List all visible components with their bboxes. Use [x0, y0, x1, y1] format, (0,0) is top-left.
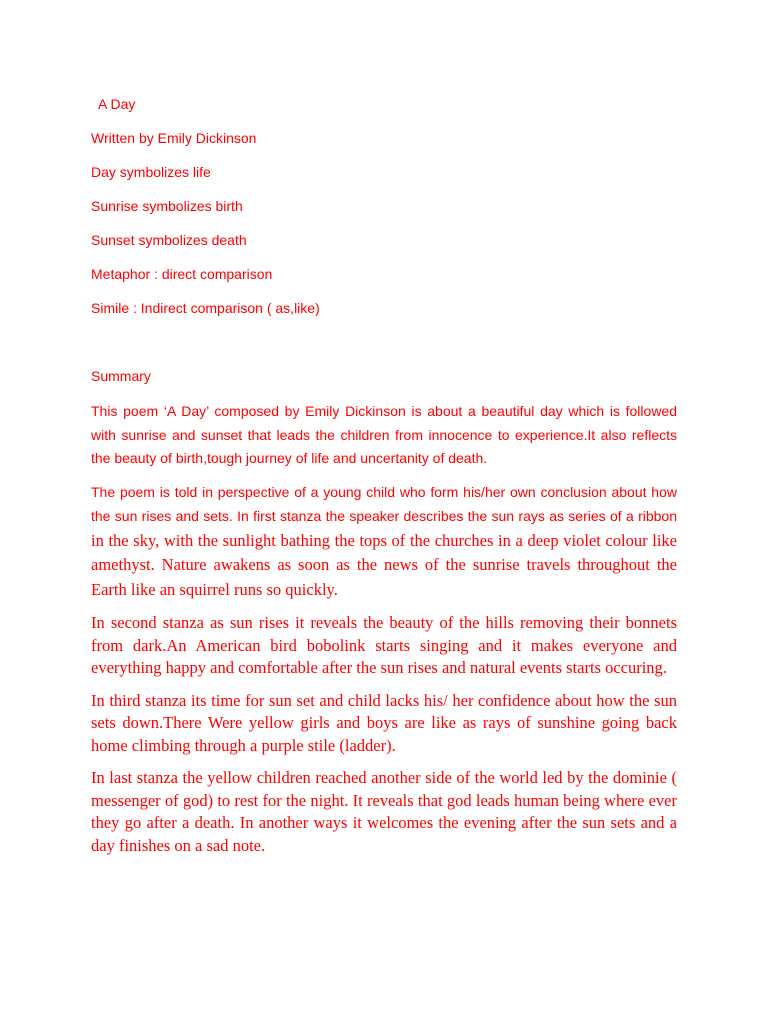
summary-paragraph-1: This poem ‘A Day’ composed by Emily Dickinson is about a beautiful day which is followed with sunrise and sunset that leads the children from innocence to experience.It also reflects the beauty of birth,tough journey of life and uncertanity of death. — [91, 403, 677, 466]
note-metaphor: Metaphor : direct comparison — [91, 266, 273, 282]
summary-heading: Summary — [91, 368, 151, 384]
summary-paragraph-3: In second stanza as sun rises it reveals the beauty of the hills removing their bonnets from dark.An American bird bobolink starts singing and it makes everyone and everything happy and comfortable after the sun rises and natural events starts occuring. — [91, 613, 677, 677]
note-day: Day symbolizes life — [91, 164, 211, 180]
summary-paragraph-5: In last stanza the yellow children reached another side of the world led by the dominie ( messenger of god) to rest for the night. It reveals that god leads human being where ever they go after a death. In another ways it welcomes the evening after the sun sets and a day finishes on a sad note. — [91, 768, 677, 855]
note-author: Written by Emily Dickinson — [91, 130, 257, 146]
document-title: A Day — [98, 96, 136, 112]
note-simile: Simile : Indirect comparison ( as,like) — [91, 300, 320, 316]
document-page — [91, 94, 677, 867]
note-sunset: Sunset symbolizes death — [91, 232, 247, 248]
summary-paragraph-4: In third stanza its time for sun set and child lacks his/ her confidence about how the sun sets down.There Were yellow girls and boys are like as rays of sunshine going back home climbing through a purple stile (ladder). — [91, 690, 677, 755]
paragraph-2-serif-text: in the sky, with the sunlight bathing the tops of the churches in a deep violet colour like amethyst. Nature awakens as soon as the news of the sunrise travels throughout the Earth like an squirrel runs so quickly. — [91, 530, 677, 599]
note-sunrise: Sunrise symbolizes birth — [91, 198, 243, 214]
spacer — [91, 332, 677, 366]
summary-paragraph-2 — [91, 481, 677, 603]
paragraph-2-sans-text: The poem is told in perspective of a young child who form his/her own conclusion about how the sun rises and sets. In first stanza the speaker describes the sun rays as series of a ribbon — [91, 483, 677, 524]
